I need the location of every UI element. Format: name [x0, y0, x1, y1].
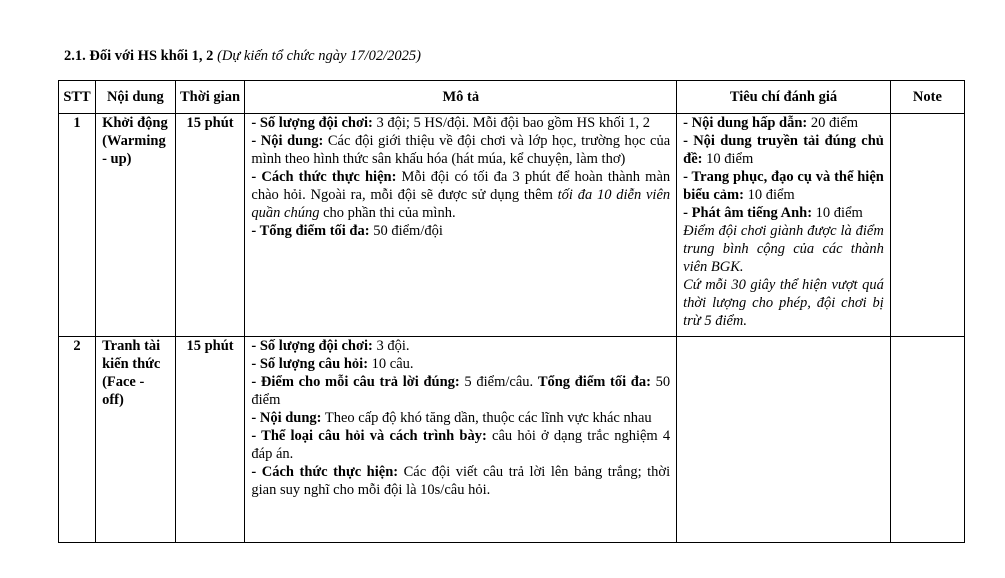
desc-text: câu hỏi ở dạng trắc nghiệm 4 đáp án. — [251, 428, 671, 462]
table-header-row — [59, 81, 965, 114]
table-row — [59, 337, 965, 543]
criteria-label: - Nội dung hấp dẫn: — [683, 115, 808, 131]
desc-text: Các đội giới thiệu về đội chơi và lớp học, trường học của mình theo hình thức sân khấu hóa (hát múa, kể chuyện, làm thơ) — [251, 133, 671, 167]
desc-text: Mỗi đội có tối đa 3 phút để hoàn thành màn chào hỏi. Ngoài ra, mỗi đội sẽ được sử dụng thêm — [251, 169, 671, 203]
header-note: Note — [890, 81, 964, 114]
desc-text: 3 đội. — [372, 338, 410, 354]
criteria-note: Điểm đội chơi giành được là điểm trung bình cộng của các thành viên BGK. — [683, 223, 884, 275]
desc-label: - Số lượng câu hỏi: — [251, 356, 369, 372]
desc-line — [251, 409, 670, 427]
desc-label: - Thể loại câu hỏi và cách trình bày: — [251, 428, 487, 444]
section-heading-title: 2.1. Đối với HS khối 1, 2 — [64, 48, 214, 64]
cell-mo-ta — [245, 337, 677, 543]
header-mo-ta: Mô tả — [245, 81, 677, 114]
desc-text: 3 đội; 5 HS/đội. Mỗi đội bao gồm HS khối 1, 2 — [372, 115, 650, 131]
activity-table — [58, 80, 965, 543]
criteria-points: 20 điểm — [807, 115, 858, 131]
criteria-points: 10 điểm — [702, 151, 754, 167]
table-row — [59, 114, 965, 337]
criteria-line — [683, 168, 884, 204]
desc-line — [251, 355, 670, 373]
desc-label: - Tổng điểm tối đa: — [251, 223, 370, 239]
desc-italic: tối đa 10 diễn viên quần chúng — [251, 187, 671, 221]
criteria-line — [683, 204, 884, 222]
desc-line — [251, 373, 670, 409]
desc-line — [251, 132, 670, 168]
desc-line — [251, 168, 670, 222]
header-stt: STT — [59, 81, 96, 114]
header-noi-dung: Nội dung — [96, 81, 176, 114]
section-heading — [64, 46, 421, 66]
desc-line — [251, 114, 670, 132]
desc-text: cho phần thi của mình. — [319, 205, 456, 221]
desc-label: - Cách thức thực hiện: — [251, 464, 399, 480]
criteria-label: - Nội dung truyền tải đúng chủ đề: — [683, 133, 884, 167]
desc-label: Tổng điểm tối đa: — [537, 374, 651, 390]
criteria-line — [683, 132, 884, 168]
desc-text: 10 câu. — [368, 356, 414, 372]
cell-note — [890, 337, 964, 543]
cell-thoi-gian: 15 phút — [175, 337, 245, 543]
section-heading-date: (Dự kiến tổ chức ngày 17/02/2025) — [217, 48, 421, 64]
desc-label: - Nội dung: — [251, 133, 324, 149]
criteria-label: - Trang phục, đạo cụ và thể hiện biểu cảm: — [683, 169, 884, 203]
desc-label: - Điểm cho mỗi câu trả lời đúng: — [251, 374, 460, 390]
criteria-points: 10 điểm — [743, 187, 795, 203]
cell-thoi-gian: 15 phút — [175, 114, 245, 337]
criteria-points: 10 điểm — [812, 205, 863, 221]
desc-line — [251, 337, 670, 355]
cell-stt: 2 — [59, 337, 96, 543]
desc-line — [251, 463, 670, 499]
desc-text: 5 điểm/câu. — [459, 374, 538, 390]
desc-text: Theo cấp độ khó tăng dần, thuộc các lĩnh vực khác nhau — [321, 410, 652, 426]
header-tieu-chi: Tiêu chí đánh giá — [677, 81, 891, 114]
criteria-note: Cứ mỗi 30 giây thể hiện vượt quá thời lượng cho phép, đội chơi bị trừ 5 điểm. — [683, 277, 884, 329]
criteria-label: - Phát âm tiếng Anh: — [683, 205, 813, 221]
cell-mo-ta — [245, 114, 677, 337]
cell-tieu-chi — [677, 337, 891, 543]
desc-line — [251, 427, 670, 463]
cell-noi-dung: Khởi động (Warming - up) — [96, 114, 176, 337]
desc-label: - Cách thức thực hiện: — [251, 169, 397, 185]
desc-text: 50 điểm/đội — [369, 223, 443, 239]
header-thoi-gian: Thời gian — [175, 81, 245, 114]
desc-text: 50 điểm — [251, 374, 671, 408]
desc-label: - Số lượng đội chơi: — [251, 338, 373, 354]
cell-tieu-chi — [677, 114, 891, 337]
cell-note — [890, 114, 964, 337]
desc-line — [251, 222, 670, 240]
cell-stt: 1 — [59, 114, 96, 337]
criteria-line — [683, 114, 884, 132]
cell-noi-dung: Tranh tài kiến thức (Face - off) — [96, 337, 176, 543]
desc-label: - Nội dung: — [251, 410, 322, 426]
desc-text: Các đội viết câu trả lời lên bảng trắng; thời gian suy nghĩ cho mỗi đội là 10s/câu hỏi. — [251, 464, 671, 498]
desc-label: - Số lượng đội chơi: — [251, 115, 373, 131]
